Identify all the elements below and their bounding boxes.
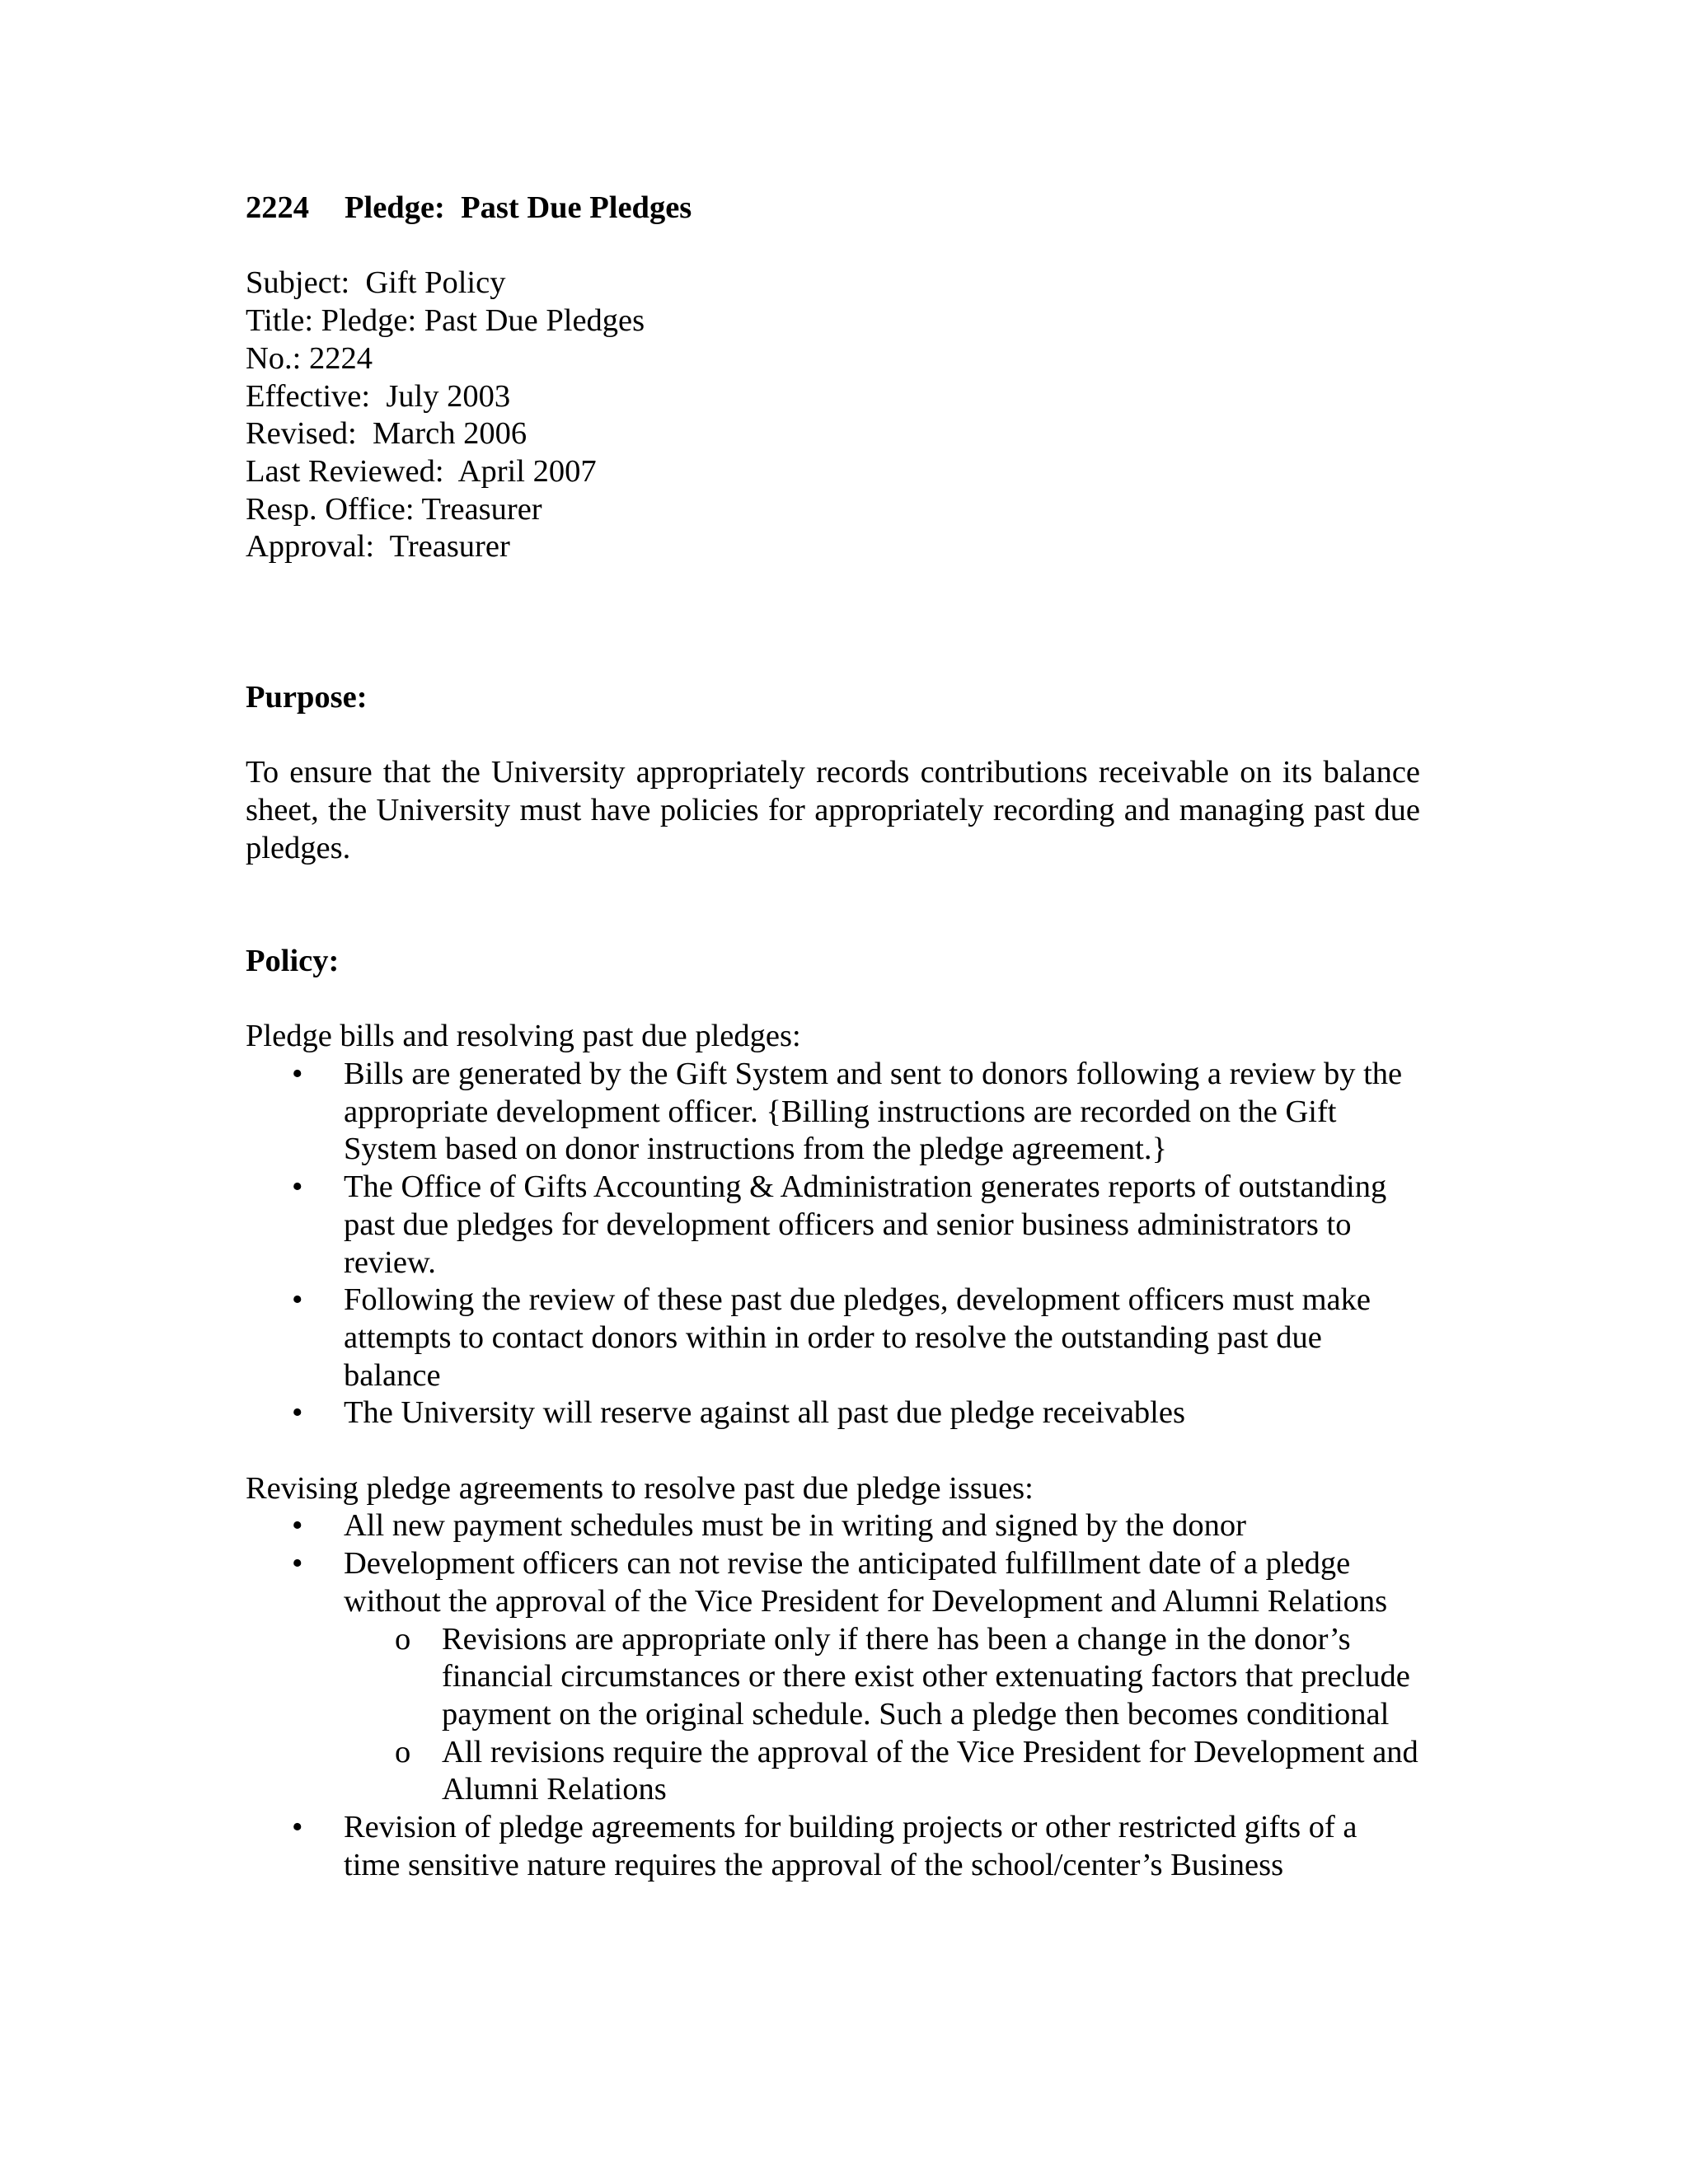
list-item-text: Revision of pledge agreements for building projects or other restricted gifts of a time sensitive nature requires the approval of the school/center’s Business <box>344 1810 1357 1882</box>
sub-list-item-text: All revisions require the approval of the Vice President for Development and Alumni Relations <box>442 1734 1418 1807</box>
sub-bullet-marker: o <box>395 1621 411 1657</box>
bullet-marker: • <box>292 1810 303 1845</box>
policy-title: Pledge: Past Due Pledges <box>345 190 692 225</box>
bullet-marker: • <box>292 1057 303 1091</box>
revising-list <box>246 1507 1420 1884</box>
policy-document <box>246 190 1420 1884</box>
meta-subject: Subject: Gift Policy <box>246 265 506 301</box>
metadata-block <box>246 265 1420 566</box>
document-title <box>246 190 1420 227</box>
bullet-marker: • <box>292 1395 303 1431</box>
policy-heading: Policy: <box>246 943 340 978</box>
list-item-text: The Office of Gifts Accounting & Administration generates reports of outstanding past due pledges for development officers and senior business administrators to review. <box>344 1169 1387 1280</box>
purpose-heading: Purpose: <box>246 680 368 715</box>
meta-effective: Effective: July 2003 <box>246 378 511 414</box>
list-item <box>246 1282 1420 1394</box>
list-item-text: Following the review of these past due pledges, development officers must make attempts to contact donors within in order to resolve the outstanding past due balance <box>344 1282 1371 1393</box>
section-revising-intro: Revising pledge agreements to resolve past due pledge issues: <box>246 1470 1034 1506</box>
list-item <box>246 1545 1420 1809</box>
list-item-text: The University will reserve against all past due pledge receivables <box>344 1395 1185 1431</box>
list-item-text: All new payment schedules must be in writing and signed by the donor <box>344 1508 1246 1544</box>
sub-list-item-text: Revisions are appropriate only if there has been a change in the donor’s financial circumstances or there exist other extenuating factors that preclude payment on the original schedule. Such a pledge then becomes conditional <box>442 1621 1410 1732</box>
meta-title: Title: Pledge: Past Due Pledges <box>246 303 645 339</box>
policy-number: 2224 <box>246 190 309 225</box>
bullet-marker: • <box>292 1508 303 1544</box>
sub-list-item <box>344 1734 1420 1809</box>
list-item <box>246 1394 1420 1432</box>
bullet-marker: • <box>292 1282 303 1318</box>
meta-number: No.: 2224 <box>246 340 373 376</box>
purpose-text: To ensure that the University appropriately records contributions receivable on its balance sheet, the University must have policies for appropriately recording and managing past due pledges. <box>246 755 1420 865</box>
sub-bullet-marker: o <box>395 1734 411 1769</box>
bullet-marker: • <box>292 1169 303 1205</box>
sub-list <box>344 1621 1420 1810</box>
list-item <box>246 1169 1420 1282</box>
list-item <box>246 1507 1420 1545</box>
list-item <box>246 1809 1420 1884</box>
section-pledge-bills-intro: Pledge bills and resolving past due pledges: <box>246 1019 801 1054</box>
sub-list-item <box>344 1621 1420 1734</box>
bullet-marker: • <box>292 1546 303 1582</box>
list-item-text: Development officers can not revise the anticipated fulfillment date of a pledge without the approval of the Vice President for Development and Alumni Relations <box>344 1546 1388 1619</box>
meta-last-reviewed: Last Reviewed: April 2007 <box>246 453 597 489</box>
meta-revised: Revised: March 2006 <box>246 416 528 452</box>
list-item-text: Bills are generated by the Gift System and sent to donors following a review by the appropriate development officer. {Billing instructions are recorded on the Gift System based on donor instructions from the pledge agreement.} <box>344 1057 1403 1167</box>
meta-approval: Approval: Treasurer <box>246 529 510 565</box>
meta-resp-office: Resp. Office: Treasurer <box>246 491 542 527</box>
pledge-bills-list <box>246 1056 1420 1432</box>
list-item <box>246 1056 1420 1169</box>
